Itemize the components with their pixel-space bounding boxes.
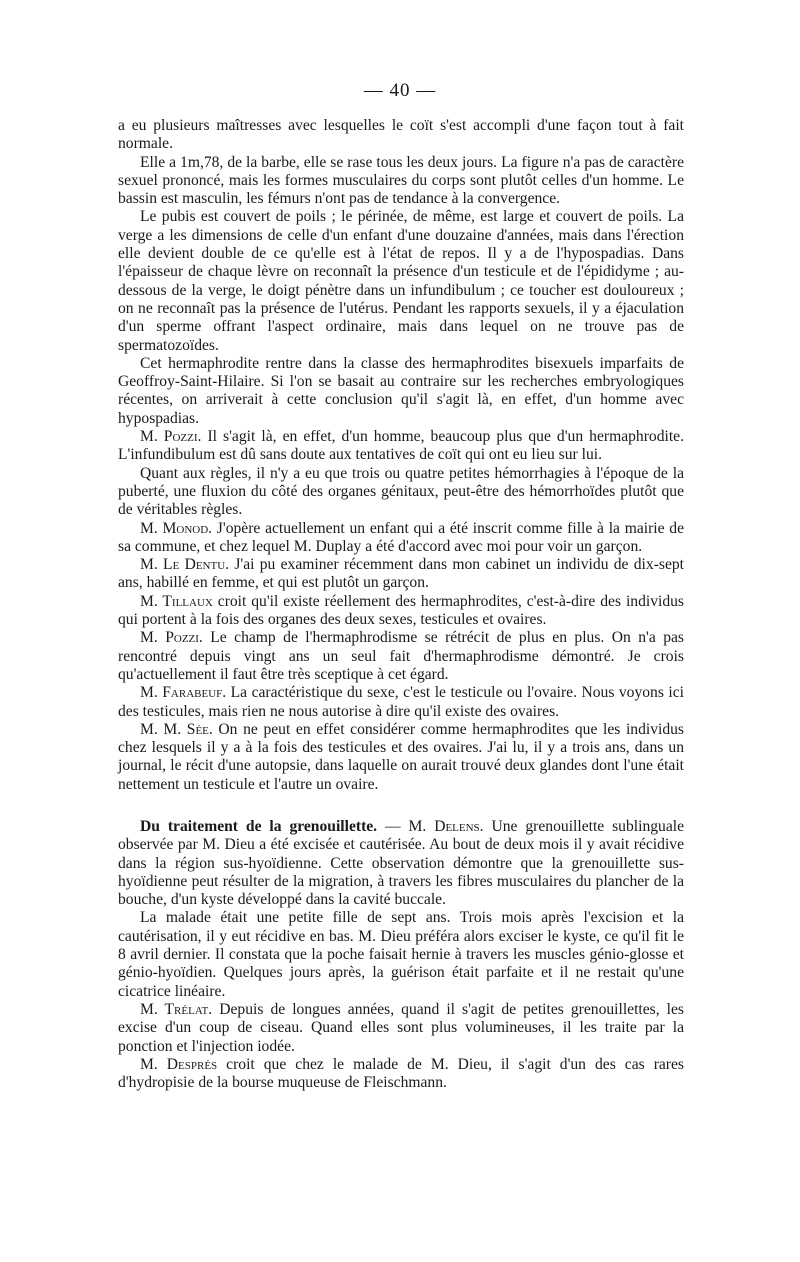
speaker-name: M. Tillaux — [140, 592, 213, 610]
section-author: M. Delens. — [408, 817, 484, 835]
paragraph — [118, 520, 684, 557]
paragraph: a eu plusieurs maîtresses avec lesquelles le coït s'est accompli d'une façon tout à fait normale. — [118, 117, 684, 153]
speech-text: Depuis de longues années, quand il s'agit de petites grenouillettes, les excise d'un coup de ciseau. Quand elles sont plus volumineuses, il les traite par la ponction et l'injection iodée. — [118, 1000, 685, 1055]
paragraph — [118, 629, 684, 684]
speech-text: J'opère actuellement un enfant qui a été inscrit comme fille à la mairie de sa commune, et chez lequel M. Duplay a été d'accord avec moi pour voir un garçon. — [118, 519, 685, 555]
speech-text: On ne peut en effet considérer comme hermaphrodites que les individus chez lesquels il y a à la fois des testicules et des ovaires. J'ai lu, il y a trois ans, dans un journal, le récit d'une autopsie, dans laquelle on aurait trouvé deux glandes dont l'une était nettement un testicule et l'autre un ovaire. — [118, 720, 684, 793]
paragraph — [118, 818, 684, 909]
paragraph — [118, 593, 684, 630]
speech-text: croit qu'il existe réellement des hermaphrodites, c'est-à-dire des individus qui portent à la fois des organes des deux sexes, testicules et ovaires. — [118, 592, 684, 629]
speaker-name: M. Després — [140, 1055, 218, 1073]
paragraph: La malade était une petite fille de sept ans. Trois mois après l'excision et la cautérisation, il y eut récidive en bas. M. Dieu préféra alors exciser le kyste, ce qu'il fit le 8 avril dernier. Il constata que la poche faisait hernie à travers les muscles génio-glosse et génio-hyoïdien. Quelques jours après, la guérison était parfaite et il ne restait qu'une cicatrice linéaire. — [118, 909, 684, 1000]
paragraph: Quant aux règles, il n'y a eu que trois ou quatre petites hémorrhagies à l'époque de la puberté, une fluxion du côté des organes génitaux, peut-être des hémorrhoïdes plutôt que de véritables règles. — [118, 464, 684, 519]
speaker-name: M. Pozzi. — [140, 428, 202, 446]
page-number: — 40 — — [363, 80, 437, 101]
paragraph — [118, 428, 684, 465]
paragraph — [118, 1001, 684, 1056]
speech-text: Une grenouillette sublinguale observée par M. Dieu a été excisée et cautérisée. Au bout de deux mois il y avait récidive dans la région sus-hyoïdienne. Cette observation démontre que la grenouillette sus-hyoïdienne peut résulter de la migration, à travers les fibres musculaires du plancher de la bouche, d'un kyste développé dans la cavité buccale. — [118, 817, 685, 909]
speaker-name: M. Farabeuf. — [140, 684, 227, 702]
speech-text: J'ai pu examiner récemment dans mon cabinet un individu de dix-sept ans, habillé en femme, et qui est plutôt un garçon. — [118, 556, 685, 592]
paragraph — [118, 1056, 684, 1093]
title-separator: — — [377, 817, 409, 835]
paragraph — [118, 556, 684, 593]
speaker-name: M. M. Sée. — [140, 720, 213, 738]
speech-text: Il s'agit là, en effet, d'un homme, beaucoup plus que d'un hermaphrodite. L'infundibulum est dû sans doute aux tentatives de coït qui ont eu lieu sur lui. — [118, 428, 684, 464]
paragraph: Elle a 1m,78, de la barbe, elle se rase tous les deux jours. La figure n'a pas de caractère sexuel prononcé, mais les formes musculaires du corps sont plutôt celles d'un homme. Le bassin est masculin, les fémurs n'ont pas de tendance à la convergence. — [118, 153, 684, 208]
paragraph — [118, 684, 684, 721]
speaker-name: M. Monod. — [140, 519, 213, 537]
speech-text: croit que chez le malade de M. Dieu, il s'agit d'un des cas rares d'hydropisie de la bourse muqueuse de Fleischmann. — [118, 1055, 684, 1092]
speaker-name: M. Trélat. — [140, 1000, 213, 1018]
section-title: Du traitement de la grenouillette. — [140, 817, 378, 835]
paragraph — [118, 721, 684, 794]
speaker-name: M. Le Dentu. — [140, 556, 230, 574]
page-body — [118, 117, 684, 1092]
speaker-name: M. Pozzi. — [140, 629, 203, 647]
paragraph: Cet hermaphrodite rentre dans la classe des hermaphrodites bisexuels imparfaits de Geoffroy-Saint-Hilaire. Si l'on se basait au contraire sur les recherches embryologiques récentes, on arriverait à cette conclusion qu'il s'agit là, en effet, d'un homme avec hypospadias. — [118, 354, 684, 427]
paragraph: Le pubis est couvert de poils ; le périnée, de même, est large et couvert de poils. La verge a les dimensions de celle d'un enfant d'une douzaine d'années, mais dans l'érection elle devient double de ce qu'elle est à l'état de repos. Il y a de l'hypospadias. Dans l'épaisseur de chaque lèvre on reconnaît la présence d'un testicule et de l'épididyme ; au-dessous de la verge, le doigt pénètre dans un infundibulum ; ce toucher est douloureux ; on ne reconnaît pas la présence de l'utérus. Pendant les rapports sexuels, il y a éjaculation d'un sperme offrant l'aspect ordinaire, mais dans lequel on ne trouve pas de spermatozoïdes. — [118, 208, 684, 354]
speech-text: La caractéristique du sexe, c'est le testicule ou l'ovaire. Nous voyons ici des testicules, mais rien ne nous autorise à dire qu'il existe des ovaires. — [118, 684, 684, 720]
section-gap — [118, 794, 684, 818]
speech-text: Le champ de l'hermaphrodisme se rétrécit de plus en plus. On n'a pas rencontré depuis vingt ans un seul fait d'hermaphrodisme démontré. Je crois qu'actuellement il faut être très sceptique à cet égard. — [118, 629, 684, 683]
